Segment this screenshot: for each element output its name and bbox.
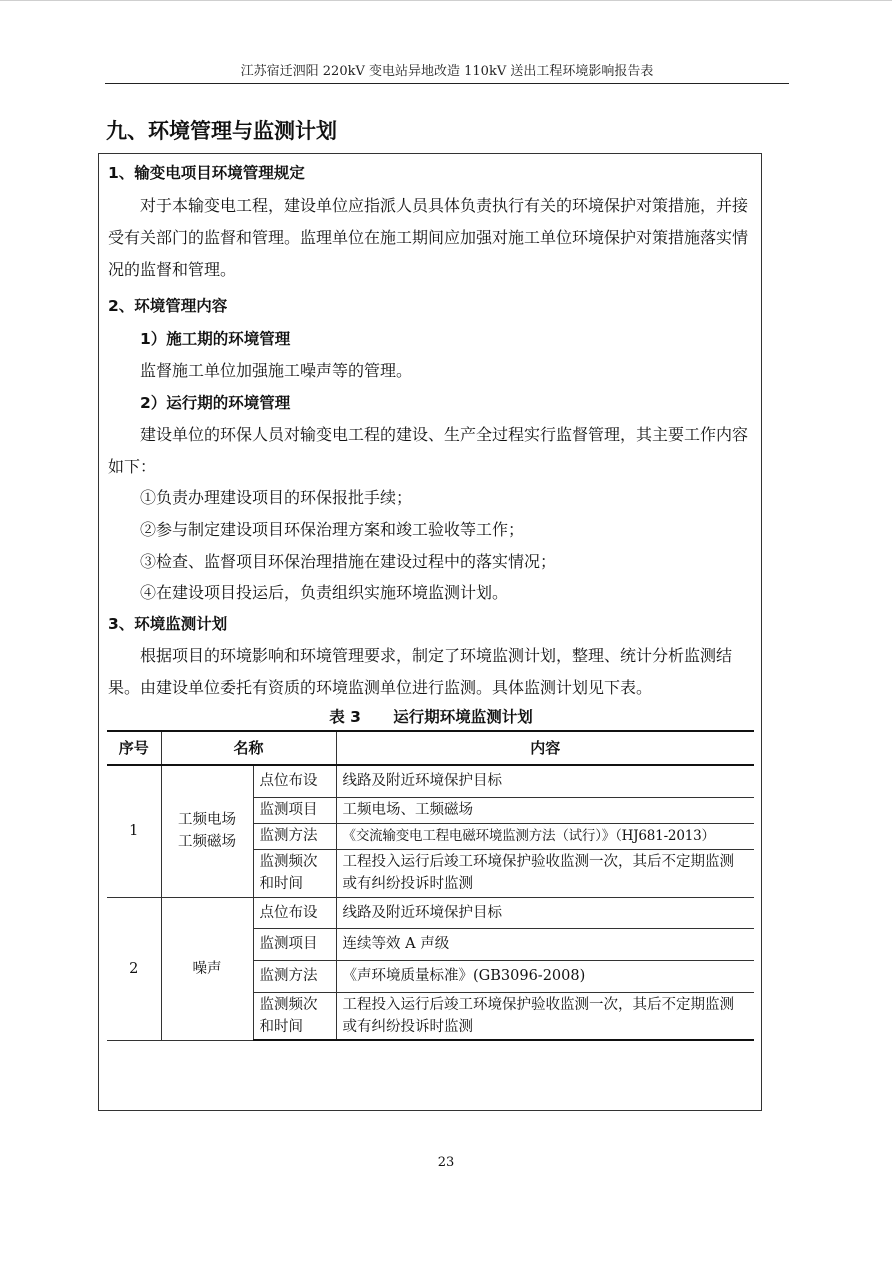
duty-item-1: ①负责办理建设项目的环保报批手续； [140,488,413,507]
item-label: 监测项目 [253,797,336,823]
section-3-paragraph: 根据项目的环境影响和环境管理要求，制定了环境监测计划，整理、统计分析监测结果。由建设单位委托有资质的环境监测单位进行监测。具体监测计划见下表。 [108,646,733,697]
duty-item-3: ③检查、监督项目环保治理措施在建设过程中的落实情况； [140,552,557,571]
item-content: 工程投入运行后竣工环境保护验收监测一次，其后不定期监测或有纠纷投诉时监测 [336,849,754,897]
operation-period-text: 建设单位的环保人员对输变电工程的建设、生产全过程实行监督管理，其主要工作内容如下： [108,425,749,476]
construction-period-text: 监督施工单位加强施工噪声等的管理。 [140,361,413,380]
monitoring-plan-table [107,730,754,1041]
item-content: 线路及附近环境保护目标 [336,897,754,928]
item-label: 监测频次 和时间 [253,992,336,1040]
item-label: 监测方法 [253,960,336,992]
running-header: 江苏宿迁泗阳 220kV 变电站异地改造 110kV 送出工程环境影响报告表 [240,64,654,79]
construction-period-heading: 1）施工期的环境管理 [140,330,291,348]
header-name: 名称 [161,731,336,765]
header-content: 内容 [336,731,754,765]
duty-item-2: ②参与制定建设项目环保治理方案和竣工验收等工作； [140,520,525,539]
item-label: 监测频次 和时间 [253,849,336,897]
operation-period-heading: 2）运行期的环境管理 [140,394,291,412]
section-2-heading: 2、环境管理内容 [108,297,228,315]
header-no: 序号 [107,731,161,765]
group-2-no: 2 [107,897,161,1040]
table-row [107,765,754,797]
section-3-heading: 3、环境监测计划 [108,615,228,633]
page-top-border [0,0,892,1]
item-content: 连续等效 A 声级 [336,928,754,960]
group-1-no: 1 [107,765,161,897]
item-label: 点位布设 [253,765,336,797]
item-content: 线路及附近环境保护目标 [336,765,754,797]
section-title: 九、环境管理与监测计划 [106,119,337,143]
table-row [107,897,754,928]
item-label: 监测项目 [253,928,336,960]
group-1-name: 工频电场 工频磁场 [161,765,253,897]
item-content: 工程投入运行后竣工环境保护验收监测一次，其后不定期监测或有纠纷投诉时监测 [336,992,754,1040]
group-2-name: 噪声 [161,897,253,1040]
duty-item-4: ④在建设项目投运后，负责组织实施环境监测计划。 [140,583,509,602]
item-content: 工频电场、工频磁场 [336,797,754,823]
page-number: 23 [437,1155,455,1170]
section-1-paragraph: 对于本输变电工程，建设单位应指派人员具体负责执行有关的环境保护对策措施，并接受有关部门的监督和管理。监理单位在施工期间应加强对施工单位环境保护对策措施落实情况的监督和管理。 [108,196,749,279]
table-caption: 表 3 运行期环境监测计划 [329,708,533,726]
item-label: 监测方法 [253,823,336,849]
item-content: 《交流输变电工程电磁环境监测方法（试行）》（HJ681-2013） [336,823,754,849]
section-1-heading: 1、输变电项目环境管理规定 [108,164,305,182]
item-label: 点位布设 [253,897,336,928]
header-rule [105,83,789,84]
item-content: 《声环境质量标准》(GB3096-2008) [336,960,754,992]
table-header-row [107,731,754,765]
